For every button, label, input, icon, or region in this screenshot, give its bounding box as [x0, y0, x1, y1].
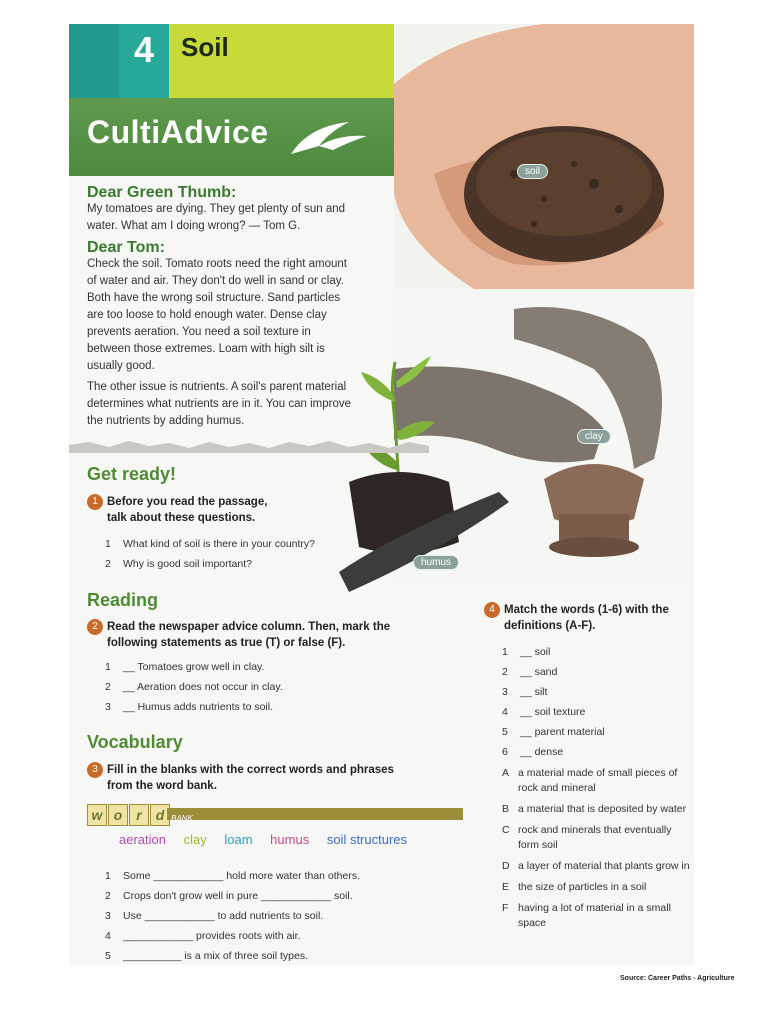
- reading-instruction: 2 Read the newspaper advice column. Then, mark the following statements as true (T) or false (F).: [87, 619, 390, 651]
- letter-body: My tomatoes are dying. They get plenty of sun and water. What am I doing wrong? — Tom G.: [87, 203, 346, 232]
- column-brand: CultiAdvice: [87, 114, 269, 150]
- vocabulary-heading: Vocabulary: [87, 732, 183, 752]
- word-bank-word: loam: [224, 832, 253, 847]
- match-instruction: 4 Match the words (1-6) with the definitions (A-F).: [484, 602, 689, 634]
- clay-photo-tag: clay: [577, 429, 611, 444]
- list-item: C rock and minerals that eventually form soil: [502, 824, 672, 851]
- list-item: A a material made of small pieces of rock and mineral: [502, 767, 678, 794]
- unit-number: 4: [119, 24, 169, 98]
- list-item: 3 __ Humus adds nutrients to soil.: [105, 701, 273, 713]
- list-item: 6 __ dense: [502, 746, 564, 758]
- word-bank-word: humus: [270, 832, 310, 847]
- match-definitions: [502, 766, 690, 937]
- exercise-number: 2: [87, 619, 103, 635]
- get-ready-heading: Get ready!: [87, 464, 177, 484]
- list-item: B a material that is deposited by water: [502, 803, 687, 815]
- advice-article: [87, 184, 355, 434]
- list-item: 1 __ soil: [502, 646, 551, 658]
- source-credit: Source: Career Paths - Agriculture: [620, 975, 735, 982]
- list-item: 3 Use ____________ to add nutrients to soil.: [105, 910, 324, 922]
- word-bank-bar: BANK: [167, 808, 463, 820]
- list-item: 4 __ soil texture: [502, 706, 586, 718]
- list-item: 1 __ Tomatoes grow well in clay.: [105, 661, 265, 673]
- reading-heading: Reading: [87, 590, 159, 610]
- exercise-number: 4: [484, 602, 500, 618]
- word-bank-logo: w o r d: [87, 804, 171, 828]
- word-bank-word: clay: [183, 832, 207, 847]
- list-item: 2 Why is good soil important?: [105, 558, 252, 570]
- list-item: 1 Some ____________ hold more water than others.: [105, 870, 360, 882]
- reply-paragraph-2: The other issue is nutrients. A soil's parent material determines what nutrients are in it. You can improve the nutrients by adding humus.: [87, 381, 352, 427]
- list-item: E the size of particles in a soil: [502, 881, 647, 893]
- get-ready-questions: [105, 534, 315, 574]
- leaf-decoration-icon: [289, 116, 369, 156]
- unit-title: Soil: [181, 32, 229, 62]
- list-item: 2 __ Aeration does not occur in clay.: [105, 681, 283, 693]
- list-item: 2 Crops don't grow well in pure ____________ soil.: [105, 890, 353, 902]
- torn-paper-edge: [69, 439, 429, 453]
- exercise-number: 3: [87, 762, 103, 778]
- list-item: 5 __ parent material: [502, 726, 605, 738]
- reply-paragraph-1: Check the soil. Tomato roots need the right amount of water and air. They don't do well in sand or clay. Both have the wrong soil structure. Sand particles are too loose to hold enough water. Dense clay prevents aeration. You need a soil texture in between those extremes. Loam with high silt is usually good.: [87, 258, 347, 372]
- letter-heading: Dear Green Thumb:: [87, 184, 237, 201]
- word-bank-word: aeration: [119, 832, 166, 847]
- list-item: F having a lot of material in a small space: [502, 902, 671, 929]
- get-ready-instruction: 1 Before you read the passage, talk about these questions.: [87, 494, 267, 526]
- column-header: [69, 98, 429, 176]
- list-item: 2 __ sand: [502, 666, 558, 678]
- fill-in-sentences: [105, 866, 360, 965]
- list-item: 3 __ silt: [502, 686, 548, 698]
- exercise-number: 1: [87, 494, 103, 510]
- soil-photo-tag: soil: [517, 164, 548, 179]
- list-item: D a layer of material that plants grow in: [502, 860, 690, 872]
- match-words: [502, 642, 605, 762]
- list-item: 5 __________ is a mix of three soil types.: [105, 950, 309, 962]
- soil-hands-photo: [394, 24, 694, 289]
- humus-photo-tag: humus: [413, 555, 459, 570]
- list-item: 1 What kind of soil is there in your country?: [105, 538, 316, 550]
- textbook-page: [69, 24, 694, 965]
- word-bank-words: [119, 832, 421, 847]
- word-bank-word: soil structures: [326, 832, 408, 847]
- vocabulary-instruction: 3 Fill in the blanks with the correct words and phrases from the word bank.: [87, 762, 394, 794]
- reply-heading: Dear Tom:: [87, 239, 165, 256]
- reading-statements: [105, 657, 283, 717]
- list-item: 4 ____________ provides roots with air.: [105, 930, 301, 942]
